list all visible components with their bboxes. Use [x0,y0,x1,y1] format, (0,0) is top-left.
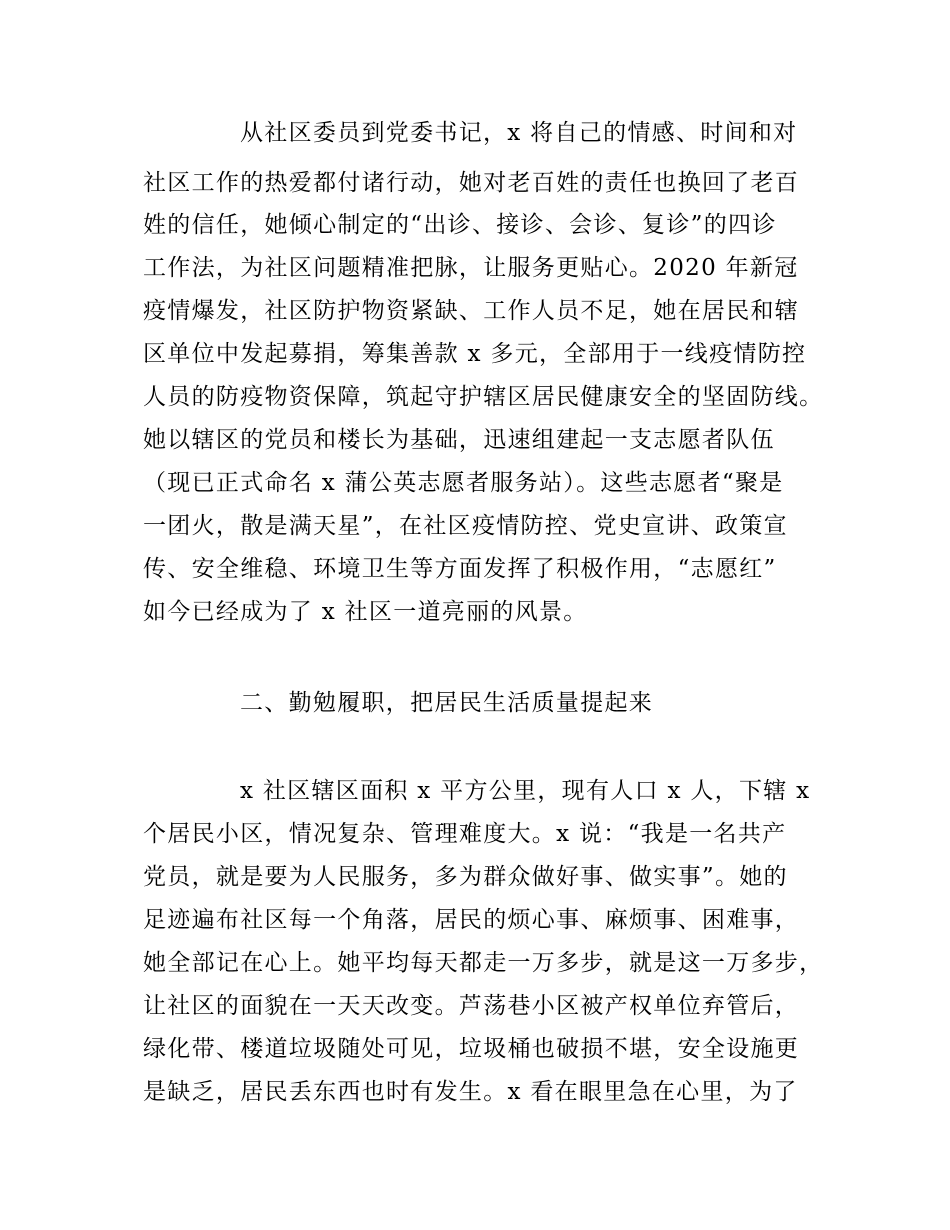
paragraph-line: 如今已经成为了 x 社区一道亮丽的风景。 [143,599,588,625]
paragraph-line: 传、安全维稳、环境卫生等方面发挥了积极作用，“志愿红” [143,556,777,582]
paragraph-line: 工作法，为社区问题精准把脉，让服务更贴心。2020 年新冠 [143,255,799,281]
paragraph-line: 是缺乏，居民丢东西也时有发生。x 看在眼里急在心里，为了 [143,1079,798,1105]
paragraph-line: x 社区辖区面积 x 平方公里，现有人口 x 人，下辖 x [240,778,811,804]
paragraph-line: 绿化带、楼道垃圾随处可见，垃圾桶也破损不堪，安全设施更 [143,1036,800,1062]
paragraph-line: 让社区的面貌在一天天改变。芦荡巷小区被产权单位弃管后， [143,993,800,1019]
paragraph-line: 她全部记在心上。她平均每天都走一万多步，就是这一万多步， [143,950,824,976]
paragraph-line: 姓的信任，她倾心制定的“出诊、接诊、会诊、复诊”的四诊 [143,212,777,238]
paragraph-line: 一团火，散是满天星”，在社区疫情防控、党史宣讲、政策宣 [143,513,788,539]
paragraph-line: 疫情爆发，社区防护物资紧缺、工作人员不足，她在居民和辖 [143,298,800,324]
paragraph-line: 个居民小区，情况复杂、管理难度大。x 说：“我是一名共产 [143,821,787,847]
paragraph-line: 她以辖区的党员和楼长为基础，迅速组建起一支志愿者队伍 [143,427,775,453]
paragraph-line: 社区工作的热爱都付诸行动，她对老百姓的责任也换回了老百 [143,170,800,196]
paragraph-line: 足迹遍布社区每一个角落，居民的烦心事、麻烦事、困难事， [143,907,800,933]
paragraph-line: 区单位中发起募捐，筹集善款 x 多元，全部用于一线疫情防控 [143,341,807,367]
paragraph-line: （现已正式命名 x 蒲公英志愿者服务站）。这些志愿者“聚是 [143,470,784,496]
paragraph-line: 党员，就是要为人民服务，多为群众做好事、做实事”。她的 [143,864,788,890]
paragraph-line: 人员的防疫物资保障，筑起守护辖区居民健康安全的坚固防线。 [143,384,824,410]
section-heading: 二、勤勉履职，把居民生活质量提起来 [240,690,654,716]
paragraph-line: 从社区委员到党委书记，x 将自己的情感、时间和对 [240,120,798,146]
